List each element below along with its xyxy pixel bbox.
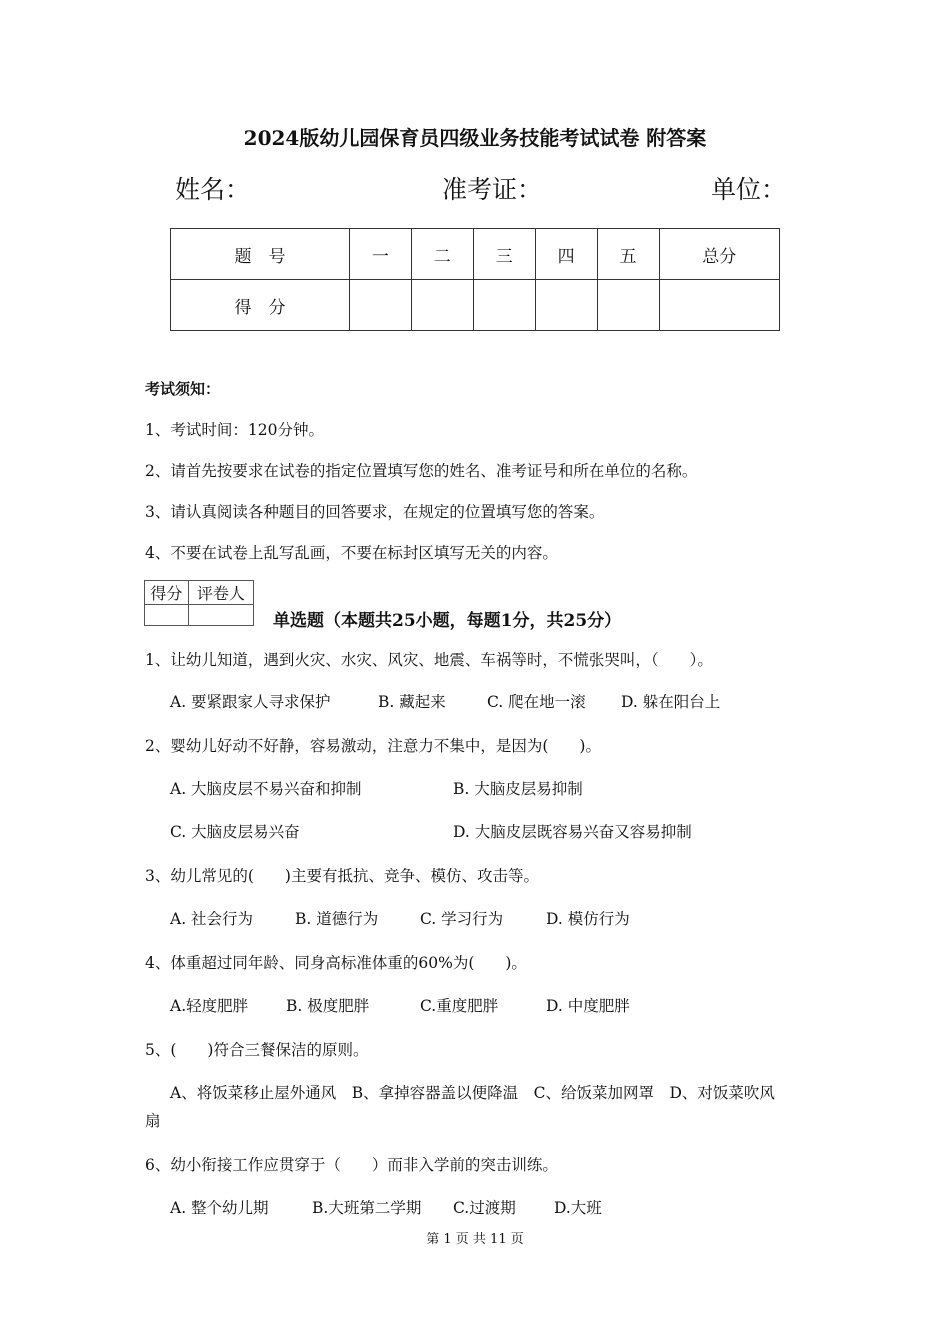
question-stem: 6、幼小衔接工作应贯穿于（ ）而非入学前的突击训练。 — [145, 1156, 558, 1174]
question-option: B. 道德行为 — [295, 910, 379, 928]
question-option: C.重度肥胖 — [420, 997, 499, 1015]
score-header-cell: 题 号 — [171, 229, 350, 280]
notice-item: 3、请认真阅读各种题目的回答要求，在规定的位置填写您的答案。 — [145, 503, 605, 521]
question-options-line: 扇 — [145, 1112, 161, 1130]
score-table-header-row — [171, 229, 780, 280]
question-option: A. 大脑皮层不易兴奋和抑制 — [170, 780, 362, 798]
score-table-score-row — [171, 280, 780, 331]
question-stem: 5、( )符合三餐保洁的原则。 — [145, 1041, 369, 1059]
score-cell[interactable] — [349, 280, 411, 331]
question-options-line: A、将饭菜移止屋外通风 B、拿掉容器盖以便降温 C、给饭菜加网罩 D、对饭菜吹风 — [170, 1084, 775, 1102]
question-option: D. 大脑皮层既容易兴奋又容易抑制 — [453, 823, 692, 841]
score-cell[interactable] — [535, 280, 597, 331]
question-option: D.大班 — [554, 1199, 602, 1217]
score-cell[interactable] — [659, 280, 779, 331]
score-header-cell: 四 — [535, 229, 597, 280]
grader-box — [144, 580, 254, 626]
grader-name-cell[interactable] — [188, 605, 253, 626]
grader-score-cell[interactable] — [145, 605, 189, 626]
question-option: B. 极度肥胖 — [286, 997, 370, 1015]
question-stem: 2、婴幼儿好动不好静，容易激动，注意力不集中，是因为( )。 — [145, 737, 601, 755]
section-title: 单选题（本题共25小题，每题1分，共25分） — [273, 611, 622, 631]
score-row-label: 得 分 — [171, 280, 350, 331]
score-header-cell: 五 — [597, 229, 659, 280]
score-table — [170, 228, 780, 331]
question-option: C. 大脑皮层易兴奋 — [170, 823, 300, 841]
score-cell[interactable] — [473, 280, 535, 331]
question-stem: 4、体重超过同年龄、同身高标准体重的60%为( )。 — [145, 954, 527, 972]
notice-item: 4、不要在试卷上乱写乱画，不要在标封区填写无关的内容。 — [145, 544, 558, 562]
question-option: A. 要紧跟家人寻求保护 — [170, 693, 331, 711]
unit-label: 单位： — [711, 175, 787, 204]
question-option: B. 藏起来 — [378, 693, 446, 711]
page-title: 2024版幼儿园保育员四级业务技能考试试卷 附答案 — [243, 126, 707, 150]
question-option: D. 模仿行为 — [546, 910, 630, 928]
notice-item: 2、请首先按要求在试卷的指定位置填写您的姓名、准考证号和所在单位的名称。 — [145, 462, 698, 480]
question-option: A. 社会行为 — [170, 910, 254, 928]
question-option: B. 大脑皮层易抑制 — [453, 780, 583, 798]
question-option: B.大班第二学期 — [312, 1199, 422, 1217]
question-option: D. 中度肥胖 — [546, 997, 630, 1015]
question-stem: 1、让幼儿知道，遇到火灾、水灾、风灾、地震、车祸等时，不慌张哭叫，（ ）。 — [145, 651, 713, 669]
question-option: A.轻度肥胖 — [170, 997, 249, 1015]
score-header-cell: 二 — [411, 229, 473, 280]
question-option: C. 爬在地一滚 — [487, 693, 586, 711]
question-option: C.过渡期 — [453, 1199, 516, 1217]
grader-score-label: 得分 — [145, 581, 189, 605]
notice-heading: 考试须知： — [145, 380, 221, 398]
score-cell[interactable] — [411, 280, 473, 331]
question-option: A. 整个幼儿期 — [170, 1199, 269, 1217]
score-cell[interactable] — [597, 280, 659, 331]
question-option: C. 学习行为 — [420, 910, 504, 928]
exam-id-label: 准考证： — [442, 175, 543, 204]
question-option: D. 躲在阳台上 — [621, 693, 721, 711]
score-header-cell: 三 — [473, 229, 535, 280]
score-header-cell: 一 — [349, 229, 411, 280]
question-stem: 3、幼儿常见的( )主要有抵抗、竞争、模仿、攻击等。 — [145, 867, 539, 885]
notice-item: 1、考试时间：120分钟。 — [145, 421, 324, 439]
name-label: 姓名： — [175, 175, 251, 204]
grader-name-label: 评卷人 — [188, 581, 253, 605]
score-header-cell: 总分 — [659, 229, 779, 280]
page-footer: 第 1 页 共 11 页 — [426, 1232, 524, 1247]
